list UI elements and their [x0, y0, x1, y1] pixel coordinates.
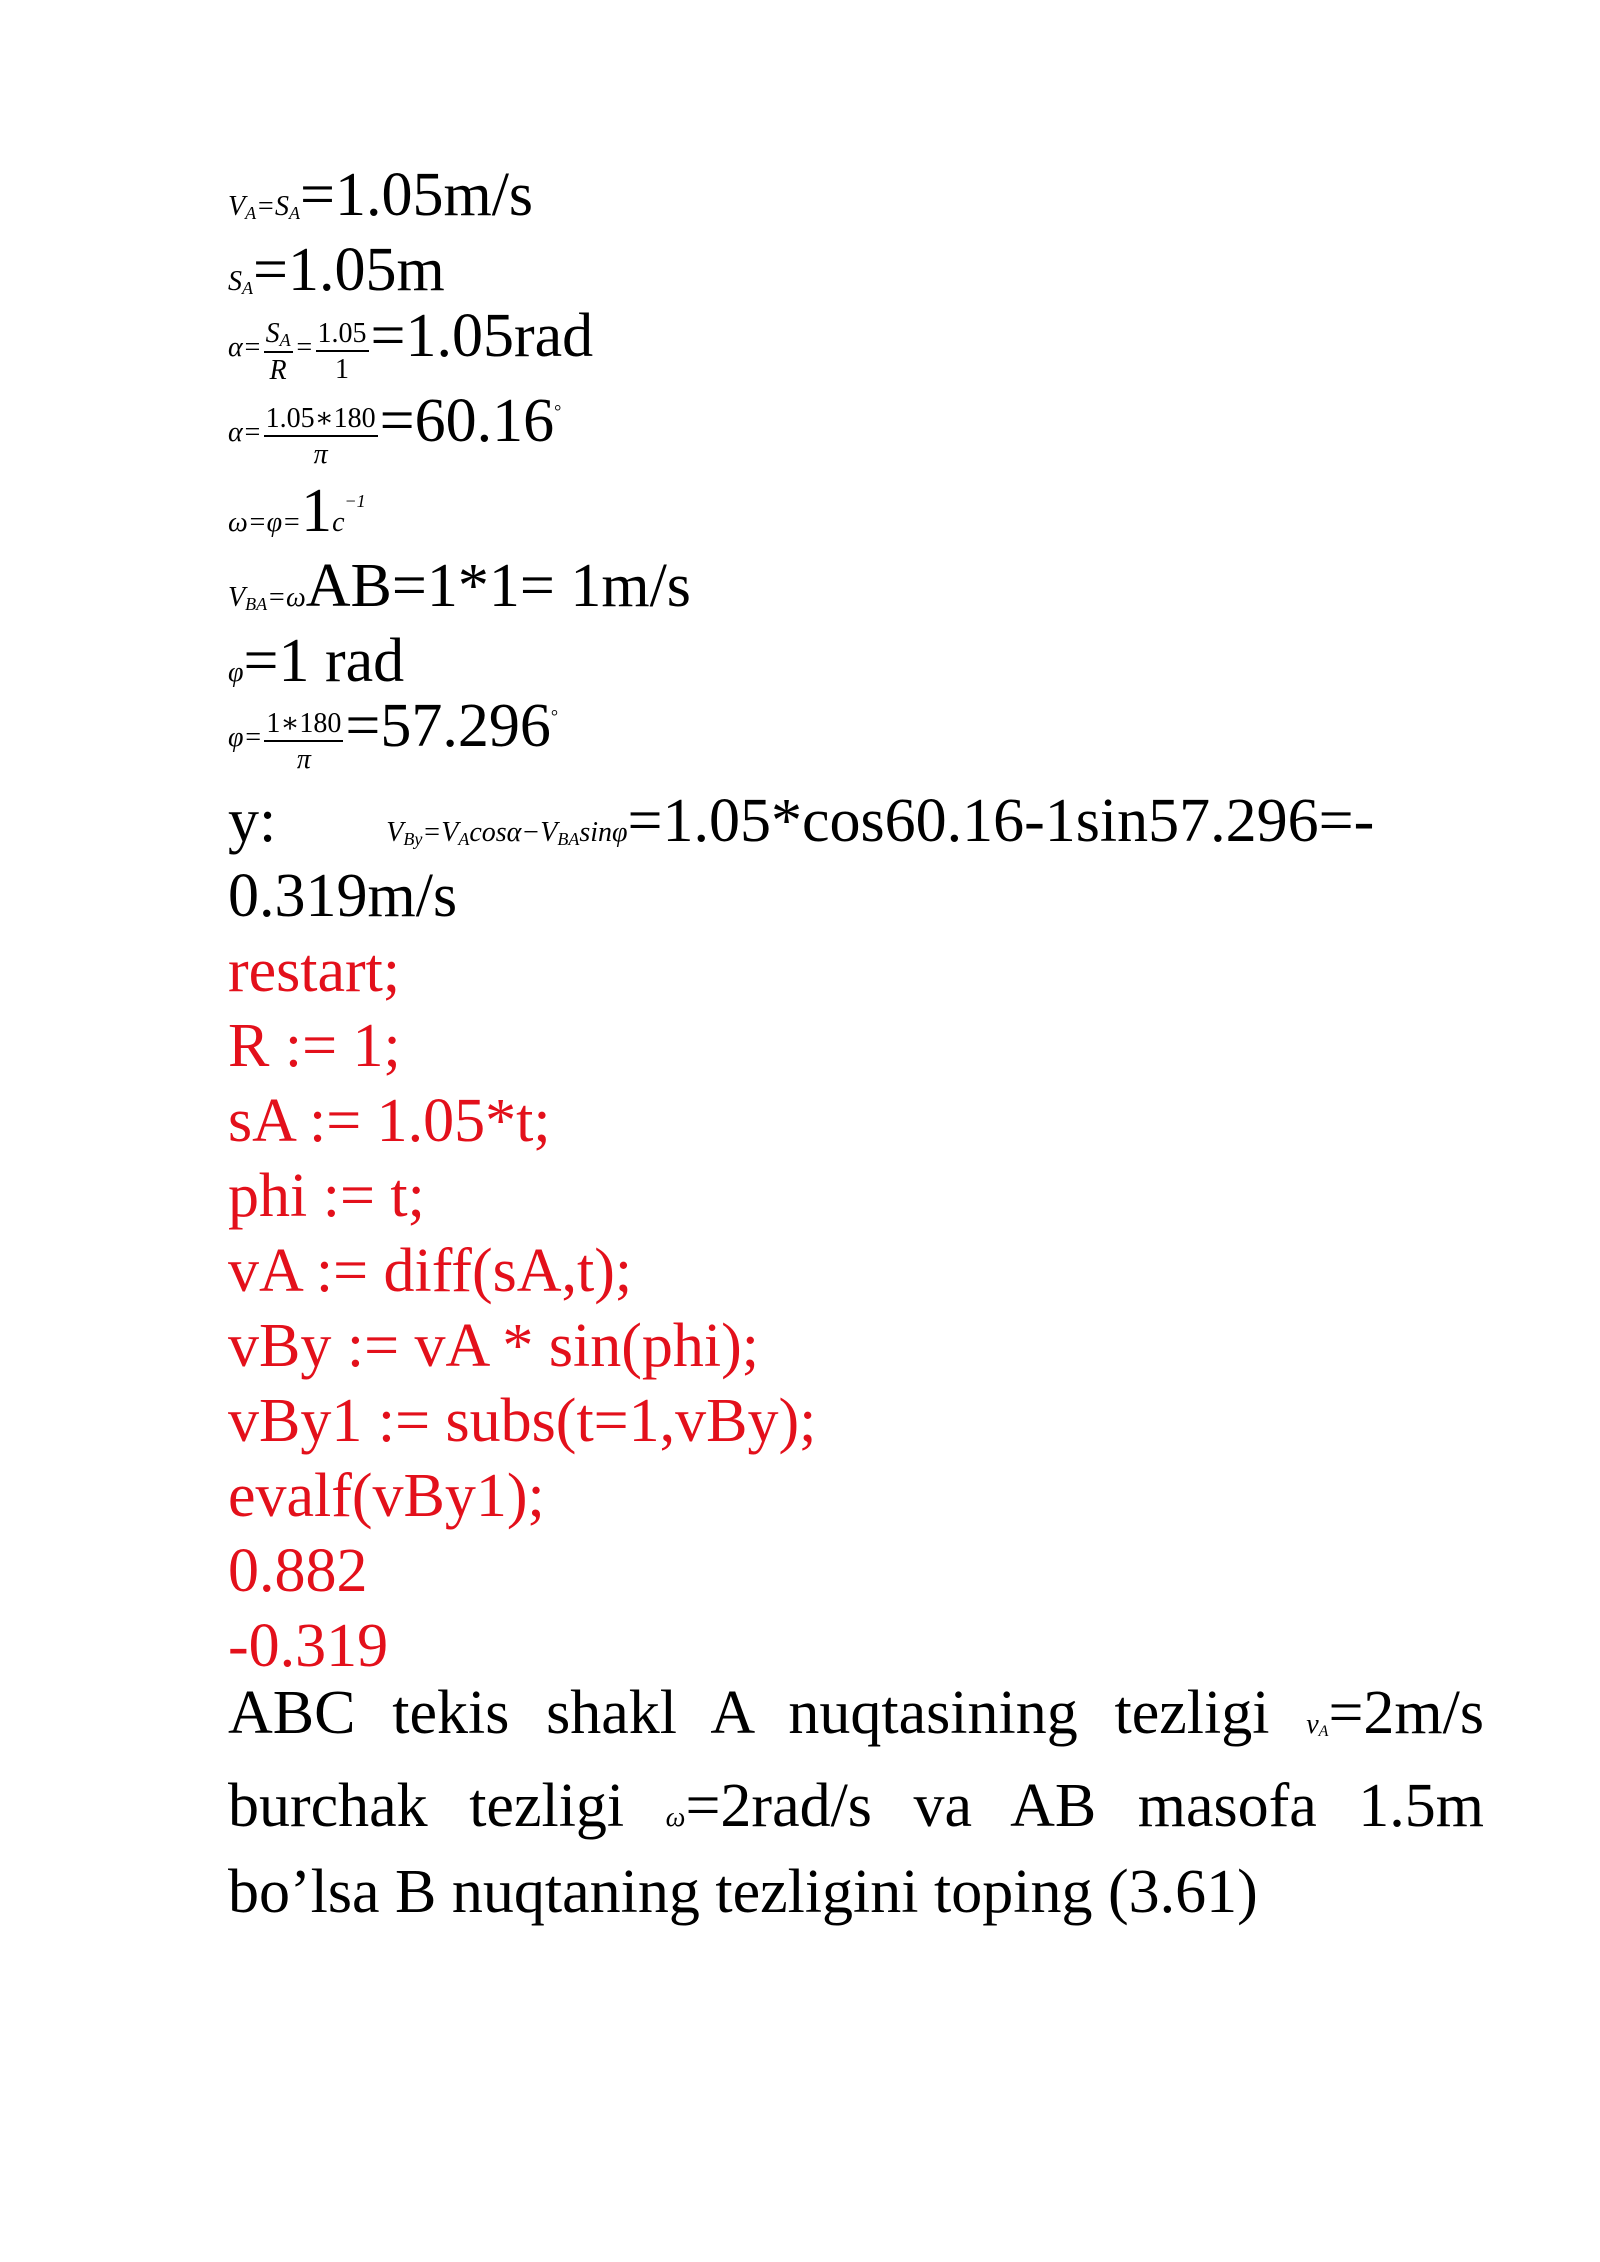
fraction-alpha-deg: $\frac{1.05∗180}{\pi}$: [265, 403, 376, 471]
fraction-105-over-1: $\frac{1.05}{1}$: [317, 318, 367, 386]
code-line: R := 1;: [228, 1012, 401, 1080]
code-line: vBy1 := subs(t=1,vBy);: [228, 1387, 817, 1455]
code-line: sA := 1.05*t;: [228, 1087, 551, 1155]
equation-va: VA=SA=1.05m/s: [228, 161, 534, 229]
code-line: vA := diff(sA,t);: [228, 1237, 633, 1305]
problem-paragraph: ABC tekis shakl A nuqtasining tezligi vA=2m/s burchak tezligi ω=2rad/s va AB masofa 1.5m bo’lsa B nuqtaning tezligini toping (3.61): [228, 1679, 1484, 1926]
equation-phi-deg: φ= $\frac{1∗180}{\pi}$ =57.296°: [228, 692, 559, 776]
equation-phi-rad: φ=1 rad: [228, 627, 405, 695]
code-line: evalf(vBy1);: [228, 1462, 545, 1530]
code-output: -0.319: [228, 1612, 389, 1680]
code-output: 0.882: [228, 1537, 368, 1605]
fraction-phi-deg: $\frac{1∗180}{\pi}$: [266, 708, 342, 776]
fraction-sa-over-r: $\frac{S_A}{R}$: [265, 317, 291, 386]
code-line: restart;: [228, 937, 401, 1005]
equation-alpha-rad: α= $\frac{S_A}{R}$ = $\frac{1.05}{1}$ =1.05rad: [228, 302, 594, 386]
equation-sa: SA=1.05m: [228, 236, 445, 304]
equation-alpha-deg: α= $\frac{1.05∗180}{\pi}$ =60.16°: [228, 387, 562, 471]
equation-vby: y: VBy=VAcosα−VBAsinφ=1.05*cos60.16-1sin57.296=-: [228, 787, 1375, 855]
equation-omega: ω=φ=1c−1: [228, 477, 366, 545]
code-line: vBy := vA * sin(phi);: [228, 1312, 759, 1380]
equation-vby-continued: 0.319m/s: [228, 862, 458, 930]
equation-vba: VBA=ωAB=1*1= 1m/s: [228, 552, 691, 620]
code-line: phi := t;: [228, 1162, 425, 1230]
